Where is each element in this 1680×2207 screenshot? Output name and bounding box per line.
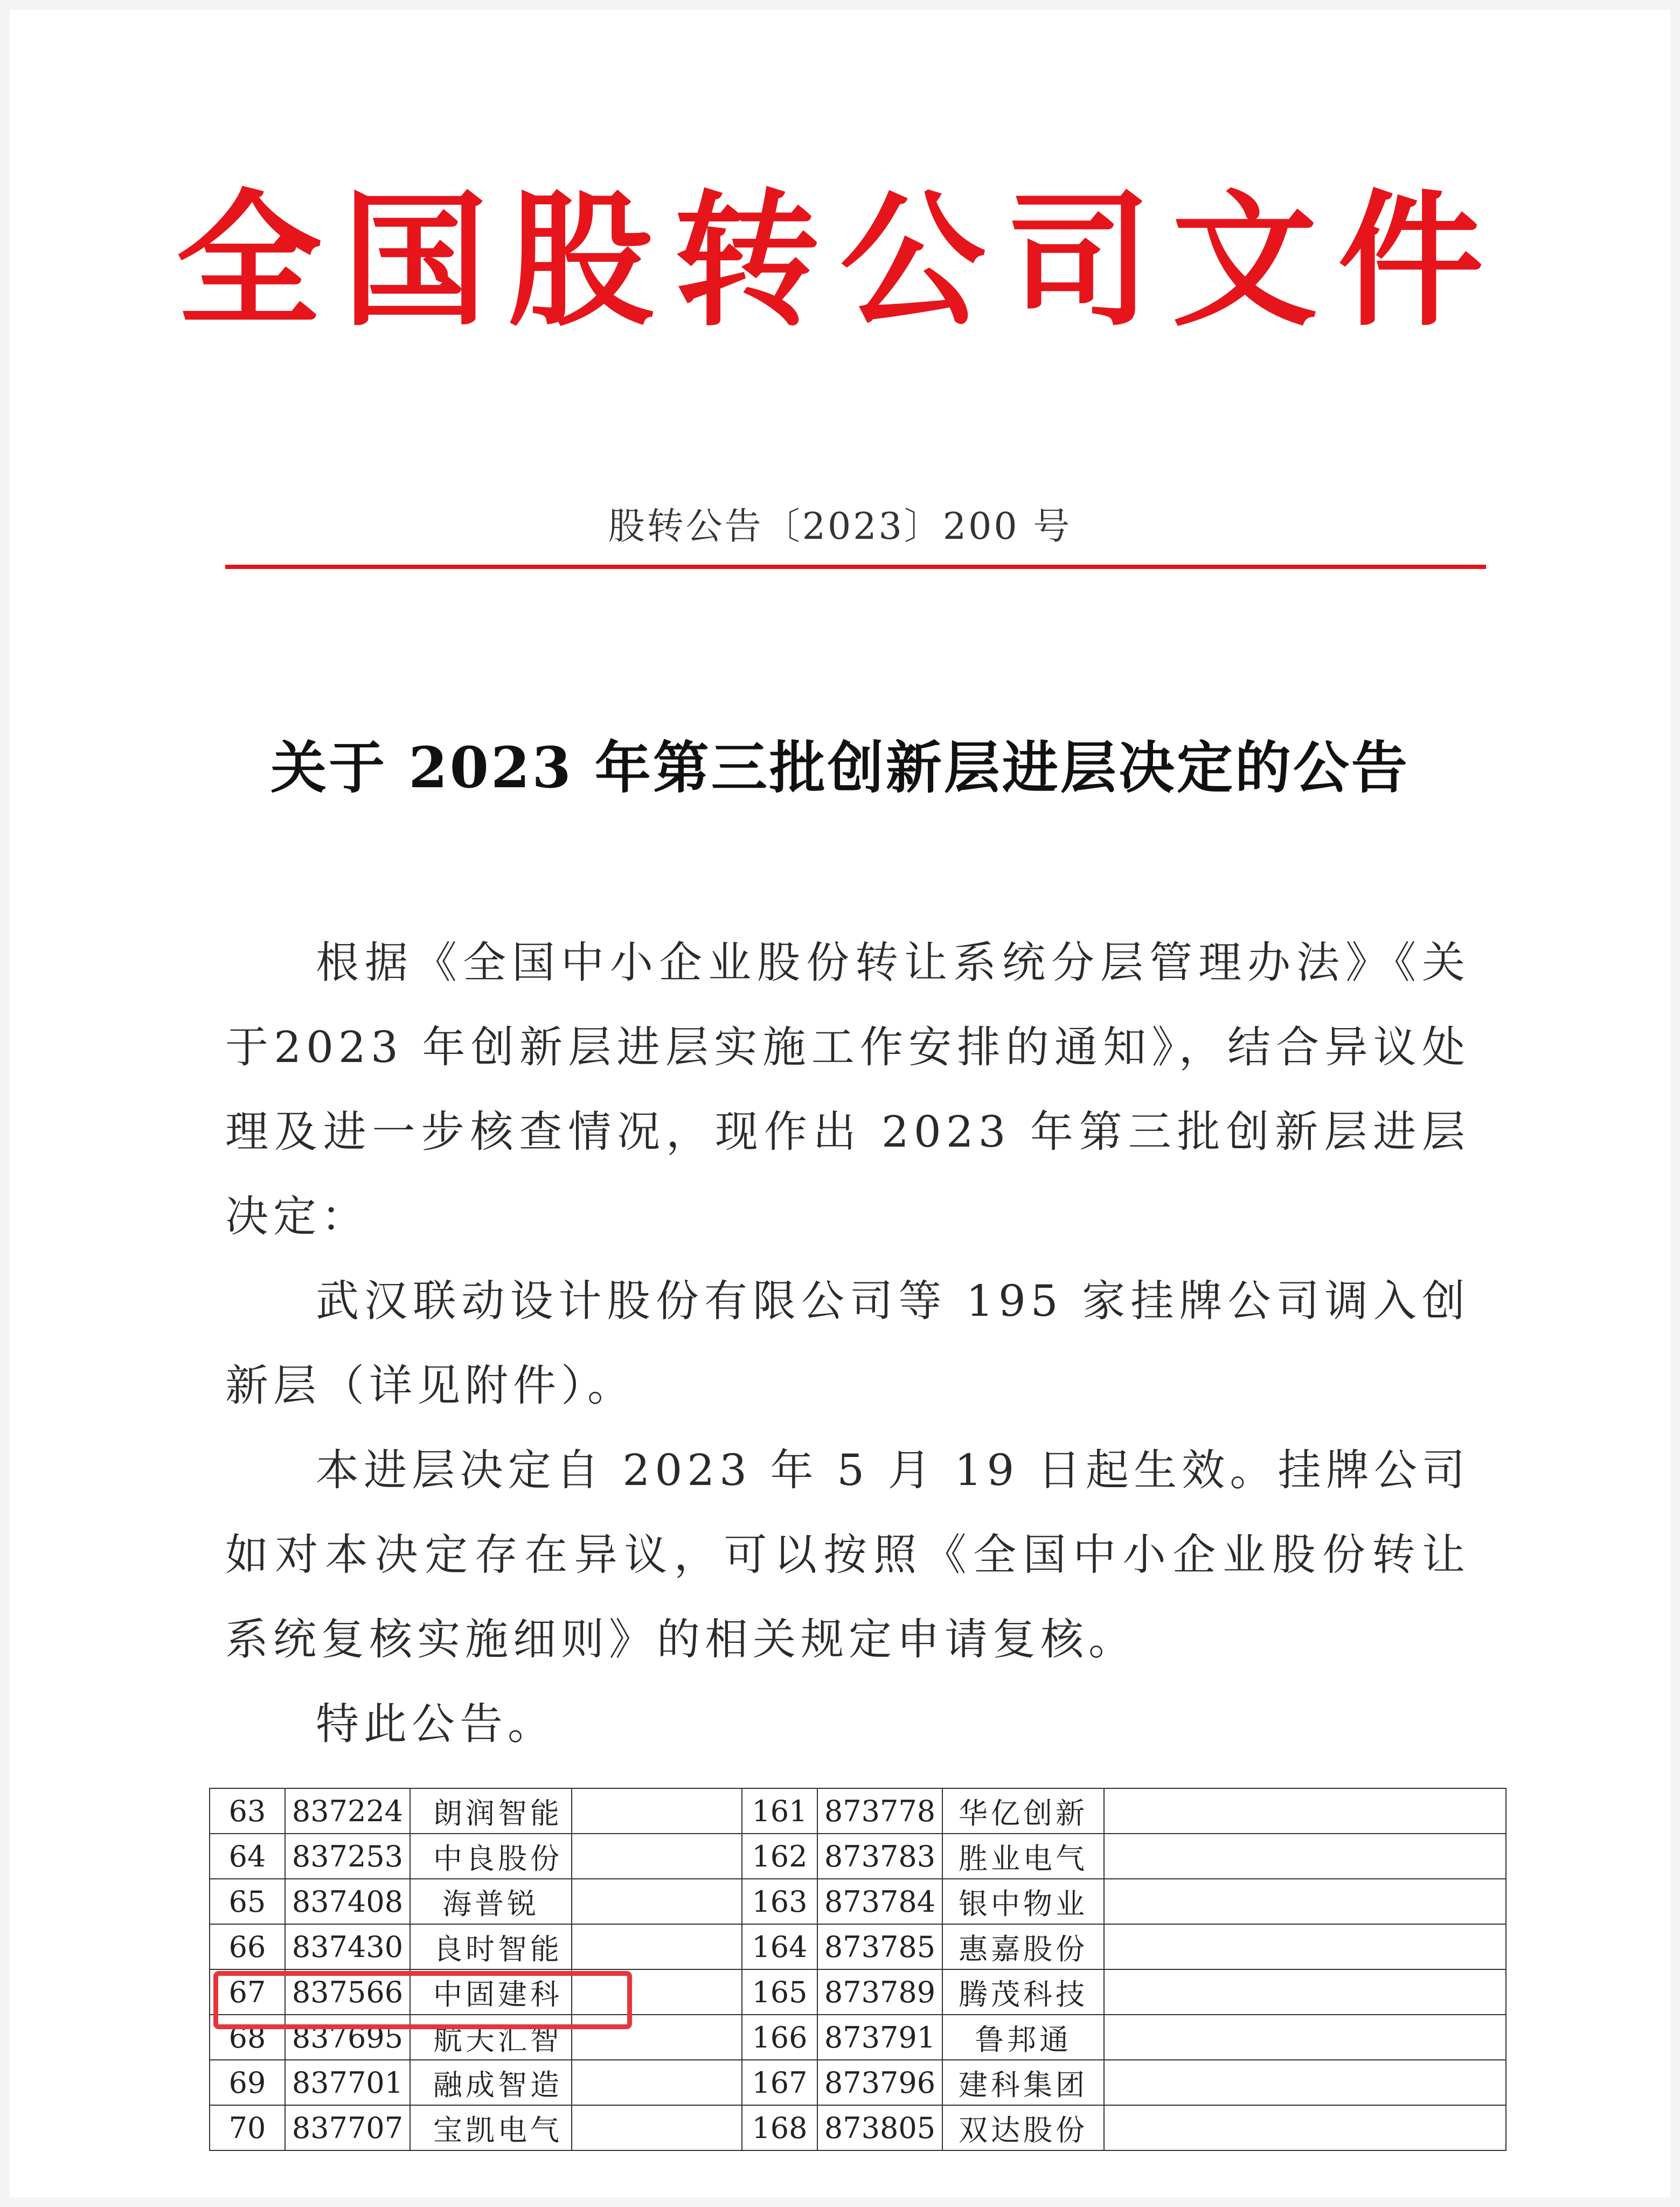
- company-name: 胜业电气: [942, 1834, 1104, 1879]
- empty-cell: [1104, 1924, 1506, 1969]
- row-number: 70: [210, 2105, 285, 2150]
- company-name: 惠嘉股份: [942, 1924, 1104, 1969]
- paragraph-decision: 武汉联动设计股份有限公司等 195 家挂牌公司调入创新层（详见附件）。: [225, 1276, 1470, 1411]
- company-name: 中固建科: [410, 1969, 572, 2015]
- stock-code: 837707: [285, 2105, 410, 2150]
- table-row: [210, 2060, 1506, 2105]
- company-name: 中良股份: [410, 1834, 572, 1879]
- stock-code: 837224: [285, 1788, 410, 1834]
- stock-code: 873783: [817, 1834, 942, 1879]
- announcement-body: [225, 920, 1470, 1766]
- stock-code: 873796: [817, 2060, 942, 2105]
- empty-cell: [572, 1788, 742, 1834]
- empty-cell: [1104, 2060, 1506, 2105]
- company-table: [209, 1788, 1507, 2151]
- empty-cell: [1104, 1879, 1506, 1924]
- row-number: 166: [742, 2015, 817, 2060]
- red-divider: [225, 565, 1486, 569]
- company-name: 朗润智能: [410, 1788, 572, 1834]
- document-number: 股转公告〔2023〕200 号: [608, 505, 1072, 548]
- empty-cell: [1104, 1969, 1506, 2015]
- empty-cell: [572, 2060, 742, 2105]
- company-name: 银中物业: [942, 1879, 1104, 1924]
- stock-code: 873791: [817, 2015, 942, 2060]
- row-number: 68: [210, 2015, 285, 2060]
- empty-cell: [1104, 2105, 1506, 2150]
- company-name: 良时智能: [410, 1924, 572, 1969]
- stock-code: 873785: [817, 1924, 942, 1969]
- table-row: [210, 1879, 1506, 1924]
- table-row: [210, 1788, 1506, 1834]
- empty-cell: [572, 1834, 742, 1879]
- masthead-title: 全国股转公司文件: [176, 175, 1504, 346]
- row-number: 162: [742, 1834, 817, 1879]
- row-number: 167: [742, 2060, 817, 2105]
- document-page: [10, 10, 1670, 2197]
- closing-text: 特此公告。: [316, 1699, 556, 1749]
- table-row: [210, 1834, 1506, 1879]
- row-number: 164: [742, 1924, 817, 1969]
- empty-cell: [1104, 1834, 1506, 1879]
- highlight-box: [213, 1971, 632, 2029]
- company-name: 宝凯电气: [410, 2105, 572, 2150]
- stock-code: 873778: [817, 1788, 942, 1834]
- row-number: 64: [210, 1834, 285, 1879]
- paragraph-basis: 根据《全国中小企业股份转让系统分层管理办法》《关于2023 年创新层进层实施工作安排的通知》，结合异议处理及进一步核查情况，现作出 2023 年第三批创新层进层决定：: [225, 938, 1470, 1241]
- row-number: 65: [210, 1879, 285, 1924]
- empty-cell: [572, 1924, 742, 1969]
- stock-code: 837253: [285, 1834, 410, 1879]
- table-row: [210, 2105, 1506, 2150]
- stock-code: 837695: [285, 2015, 410, 2060]
- company-name: 华亿创新: [942, 1788, 1104, 1834]
- row-number: 168: [742, 2105, 817, 2150]
- stock-code: 873805: [817, 2105, 942, 2150]
- row-number: 66: [210, 1924, 285, 1969]
- stock-code: 837701: [285, 2060, 410, 2105]
- row-number: 161: [742, 1788, 817, 1834]
- company-name: 航天汇智: [410, 2015, 572, 2060]
- announcement-title: 关于 2023 年第三批创新层进层决定的公告: [270, 734, 1410, 801]
- paragraph-effective: 本进层决定自 2023 年 5 月 19 日起生效。挂牌公司如对本决定存在异议，可以按照《全国中小企业股份转让系统复核实施细则》的相关规定申请复核。: [225, 1445, 1470, 1664]
- stock-code: 837408: [285, 1879, 410, 1924]
- company-name: 鲁邦通: [942, 2015, 1104, 2060]
- empty-cell: [572, 1879, 742, 1924]
- company-name: 建科集团: [942, 2060, 1104, 2105]
- empty-cell: [1104, 2015, 1506, 2060]
- table-row: [210, 1924, 1506, 1969]
- row-number: 63: [210, 1788, 285, 1834]
- company-name: 海普锐: [410, 1879, 572, 1924]
- stock-code: 873789: [817, 1969, 942, 2015]
- company-name: 双达股份: [942, 2105, 1104, 2150]
- row-number: 67: [210, 1969, 285, 2015]
- empty-cell: [572, 2105, 742, 2150]
- stock-code: 873784: [817, 1879, 942, 1924]
- row-number: 165: [742, 1969, 817, 2015]
- row-number: 69: [210, 2060, 285, 2105]
- empty-cell: [1104, 1788, 1506, 1834]
- stock-code: 837430: [285, 1924, 410, 1969]
- row-number: 163: [742, 1879, 817, 1924]
- stock-code: 837566: [285, 1969, 410, 2015]
- company-name: 融成智造: [410, 2060, 572, 2105]
- company-name: 腾茂科技: [942, 1969, 1104, 2015]
- company-list-excerpt: [209, 1788, 1505, 2151]
